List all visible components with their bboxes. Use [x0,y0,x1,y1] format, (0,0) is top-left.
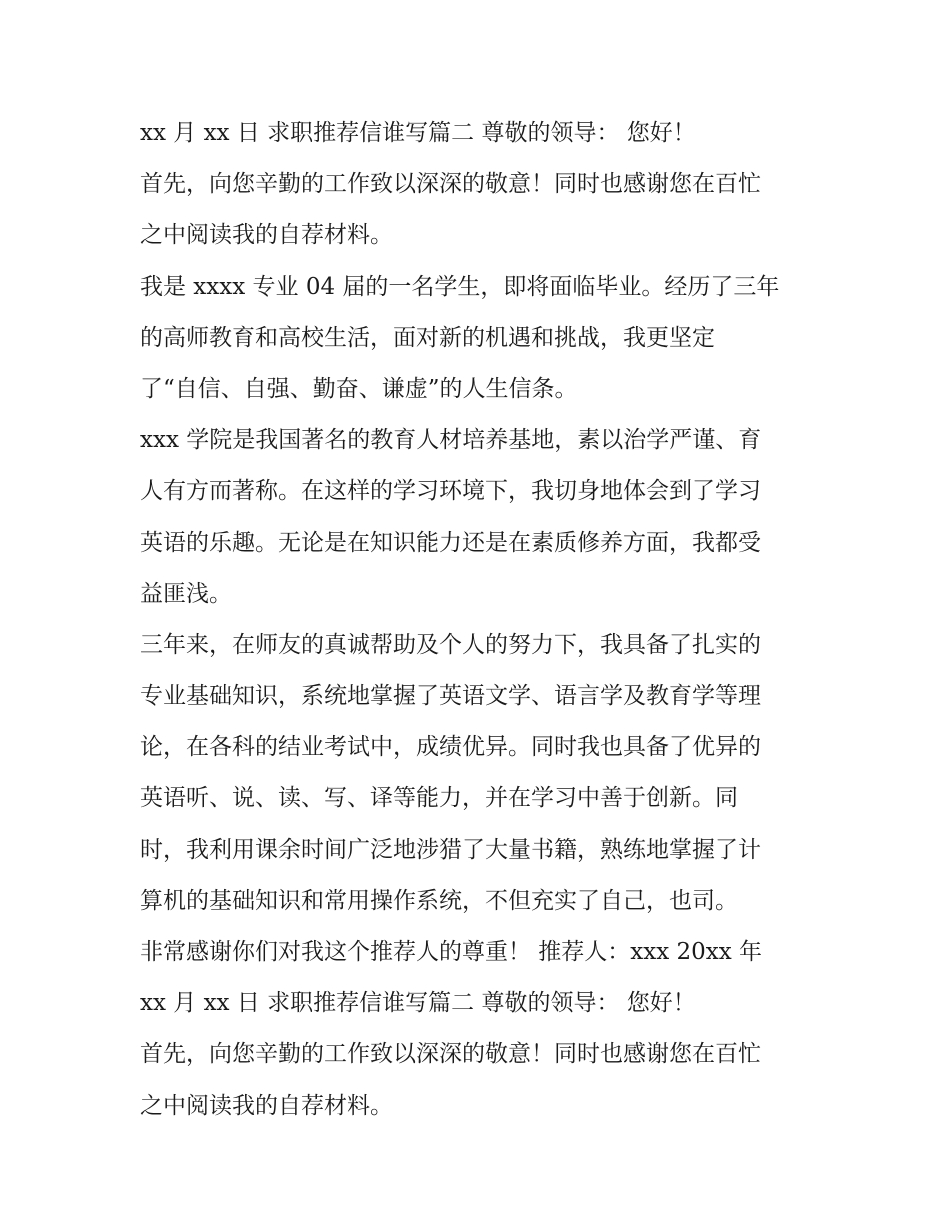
text-line: 了“自信、自强、勤奋、谦虚”的人生信条。 [140,375,578,402]
text-line: 的高师教育和高校生活，面对新的机遇和挑战，我更坚定 [140,324,715,351]
text-line: 之中阅读我的自荐材料。 [140,1092,393,1119]
text-line: 论，在各科的结业考试中，成绩优异。同时我也具备了优异的 [140,734,761,761]
text-line: 英语的乐趣。无论是在知识能力还是在素质修养方面，我都受 [140,529,761,556]
text-line: 益匪浅。 [140,580,232,607]
text-line: xxx 学院是我国著名的教育人材培养基地，素以治学严谨、育 [140,427,762,454]
text-line: 时，我利用课余时间广泛地涉猎了大量书籍，熟练地掌握了计 [140,836,761,863]
text-line: 我是 xxxx 专业 04 届的一名学生，即将面临毕业。经历了三年 [140,273,780,300]
text-line: 人有方而著称。在这样的学习环境下，我切身地体会到了学习 [140,478,761,505]
text-line: 首先，向您辛勤的工作致以深深的敬意！同时也感谢您在百忙 [140,171,761,198]
text-line: 非常感谢你们对我这个推荐人的尊重！ 推荐人：xxx 20xx 年 [140,939,763,965]
text-line: 英语听、说、读、写、译等能力，并在学习中善于创新。同 [140,785,738,812]
text-line: 之中阅读我的自荐材料。 [140,222,393,249]
text-line: 算机的基础知识和常用操作系统，不但充实了自己，也司。 [140,887,738,914]
letter-body [140,108,830,1132]
text-line: 三年来，在师友的真诚帮助及个人的努力下，我具备了扎实的 [140,631,761,658]
text-line: xx 月 xx 日 求职推荐信谁写篇二 尊敬的领导： 您好！ [140,120,696,146]
text-line: 首先，向您辛勤的工作致以深深的敬意！同时也感谢您在百忙 [140,1041,761,1068]
text-line: xx 月 xx 日 求职推荐信谁写篇二 尊敬的领导： 您好！ [140,990,696,1017]
text-line: 专业基础知识，系统地掌握了英语文学、语言学及教育学等理 [140,683,761,710]
